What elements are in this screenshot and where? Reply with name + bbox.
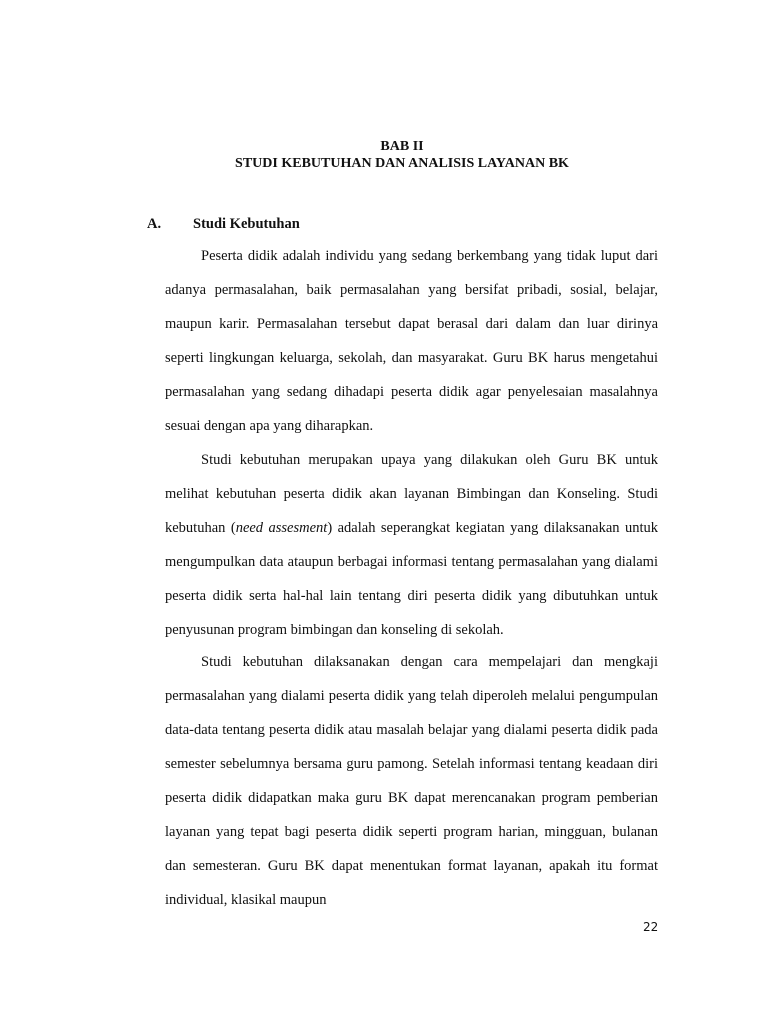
section-title: Studi Kebutuhan [193, 216, 300, 232]
paragraph: Studi kebutuhan dilaksanakan dengan cara mempelajari dan mengkaji permasalahan yang dialami peserta didik yang telah diperoleh melalui pengumpulan data-data tentang peserta didik atau masalah belajar yang dialami peserta didik pada semester sebelumnya bersama guru pamong. Setelah informasi tentang keadaan diri peserta didik didapatkan maka guru BK dapat merencanakan program pemberian layanan yang tepat bagi peserta didik seperti program harian, mingguan, bulanan dan semesteran. Guru BK dapat menentukan format layanan, apakah itu format individual, klasikal maupun [165, 654, 658, 908]
section-letter: A. [147, 216, 162, 232]
chapter-label: BAB II [380, 139, 424, 154]
chapter-heading [0, 138, 768, 172]
paragraph [165, 443, 658, 647]
paragraph-text: Studi kebutuhan merupakan upaya yang dilakukan oleh Guru BK untuk melihat kebutuhan peserta didik akan layanan Bimbingan dan Konseling. Studi kebutuhan ( [165, 452, 658, 536]
section-heading [147, 215, 300, 233]
paragraph-text: ) adalah seperangkat kegiatan yang dilaksanakan untuk mengumpulkan data ataupun berbagai informasi tentang permasalahan yang dialami peserta didik serta hal-hal lain tentang diri peserta didik yang dibutuhkan untuk penyusunan program bimbingan dan konseling di sekolah. [165, 520, 658, 638]
page-number: 22 [643, 920, 659, 934]
italic-term: need assesment [235, 520, 328, 536]
chapter-title: STUDI KEBUTUHAN DAN ANALISIS LAYANAN BK [235, 156, 569, 171]
paragraph: Peserta didik adalah individu yang sedang berkembang yang tidak luput dari adanya permasalahan, baik permasalahan yang bersifat pribadi, sosial, belajar, maupun karir. Permasalahan tersebut dapat berasal dari dalam dan luar dirinya seperti lingkungan keluarga, sekolah, dan masyarakat. Guru BK harus mengetahui permasalahan yang sedang dihadapi peserta didik agar penyelesaian masalahnya sesuai dengan apa yang diharapkan. [165, 248, 658, 434]
